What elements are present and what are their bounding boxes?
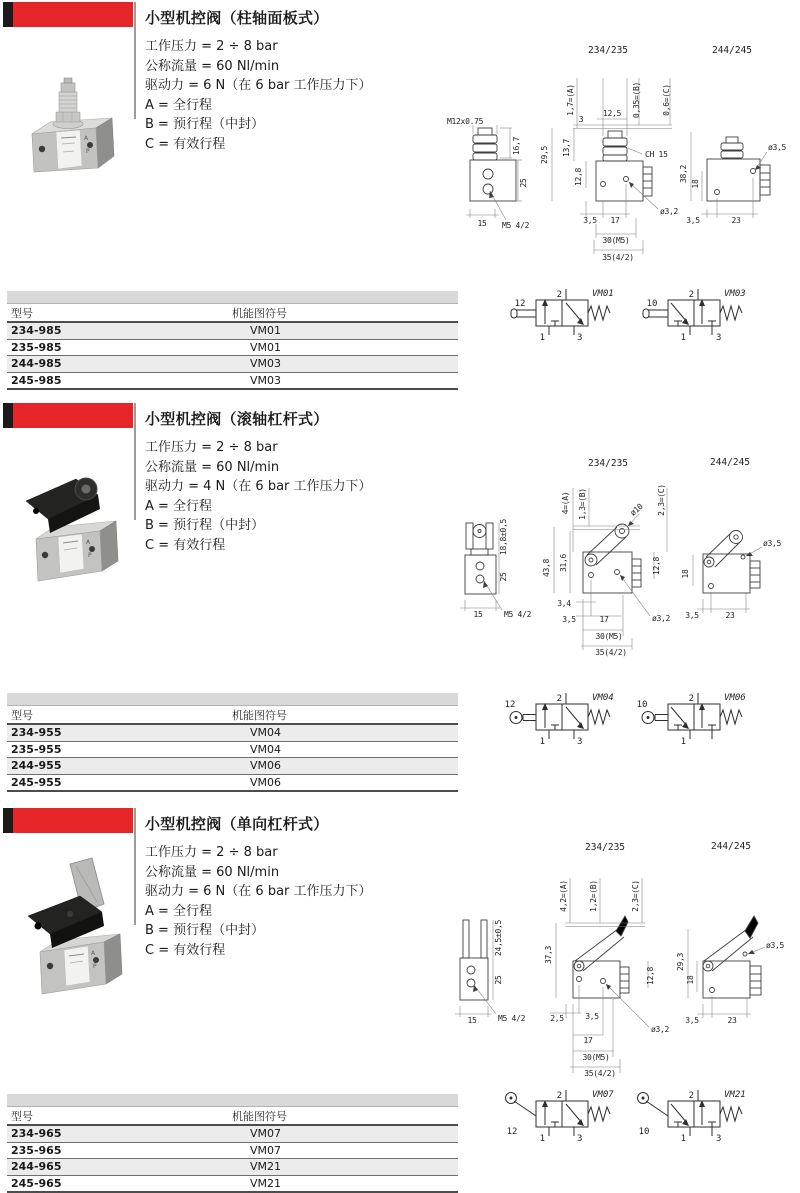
model-cell: 245-965 [11,1176,62,1190]
dim-label: 17 [610,216,620,225]
port-label: 1 [539,1134,545,1143]
model-cell: 235-965 [11,1143,62,1157]
dim-label: 13,7 [562,138,571,158]
dim-label: 0,6=(C) [662,84,671,116]
dim-label: ø3,5 [763,539,782,548]
spec-line: 公称流量 = 60 Nl/min [145,864,280,880]
dim-label: 15 [473,610,483,619]
port-label: 2 [688,1091,694,1101]
spec-line: B = 预行程（中封） [145,923,265,938]
dim-label: M12x0.75 [447,117,484,126]
dim-label: ø3,5 [768,143,787,152]
dim-label: 1,7=(A) [566,84,575,116]
banner-red-block [13,2,133,27]
dim-label: 12,8 [646,966,655,986]
table-row [7,356,458,373]
pneumatic-symbol-vm06 [632,688,762,746]
spec-line: 驱动力 = 6 N（在 6 bar 工作压力下） [145,78,372,93]
model-cell: 235-955 [11,742,62,756]
dim-label: 15 [477,219,487,228]
variant-label: 234/235 [587,45,629,56]
table-header-row [7,1107,458,1126]
spec-line: 驱动力 = 6 N（在 6 bar 工作压力下） [145,884,372,899]
model-cell: 234-965 [11,1127,62,1141]
symbol-name: VM03 [724,289,746,299]
pneumatic-symbol-vm03 [632,284,762,342]
port-label: 10 [636,700,648,710]
table-row [7,1143,458,1160]
dim-label: 2,3=(C) [631,880,640,912]
model-table [7,291,458,390]
port-label: 2 [556,1091,562,1101]
spec-list [145,843,372,960]
dim-label: 0,35=(B) [632,81,641,119]
port-label: 10 [638,1127,650,1137]
table-row [7,340,458,357]
dim-label: 35(4/2) [602,253,634,262]
vertical-divider [134,2,136,119]
port-label: 1 [680,333,686,342]
port-label: 3 [716,1134,722,1143]
model-cell: 245-985 [11,373,62,387]
table-row [7,758,458,775]
banner-black-block [3,403,13,428]
dim-label: 17 [583,1036,593,1045]
col-header-model: 型号 [11,306,33,320]
dim-label: 31,6 [559,553,568,573]
dim-label: M5 4/2 [498,1014,526,1023]
symbol-cell: VM03 [250,373,282,387]
dim-label: 25 [494,975,503,985]
symbol-cell: VM04 [250,726,282,740]
dim-label: 3,5 [685,1016,699,1025]
dim-label: 3 [578,115,584,124]
port-label: 12 [506,1127,518,1137]
symbol-cell: VM03 [250,357,282,371]
technical-drawing-panel-valve [440,28,800,273]
dim-label: 23 [725,611,735,620]
technical-drawing-one-way-lever-valve [440,830,800,1092]
port-label: 2 [556,694,562,704]
symbol-name: VM07 [592,1090,614,1100]
port-label: 3 [577,737,583,746]
section-one-way-lever-valve [0,806,800,1193]
spec-line: 工作压力 = 2 ÷ 8 bar [145,39,278,54]
port-label: 3 [716,333,722,342]
dim-label: 3,5 [585,1012,599,1021]
spec-line: A = 全行程 [145,97,213,113]
svg-text:P: P [93,963,97,970]
product-photo-roller-lever-valve [12,449,137,589]
section-title: 小型机控阀（滚轴杠杆式） [145,410,329,428]
model-cell: 244-985 [11,357,62,371]
dim-label: 23 [727,1016,737,1025]
svg-text:A: A [86,539,91,546]
col-header-symbol: 机能图符号 [232,306,287,320]
model-cell: 234-955 [11,726,62,740]
dim-label: ø3,5 [766,941,785,950]
col-header-symbol: 机能图符号 [232,1109,287,1123]
variant-label: 244/245 [711,45,753,56]
dim-label: M5 4/2 [504,610,532,619]
dim-label: 3,5 [685,611,699,620]
dim-label: 3,4 [557,599,571,608]
dim-label: 1,2=(B) [589,880,598,912]
product-photo-panel-valve [12,52,134,174]
port-label: 3 [577,333,583,342]
spec-line: C = 有效行程 [145,942,226,958]
dim-label: 18 [691,179,700,189]
spec-line: A = 全行程 [145,903,213,919]
dim-label: 3,5 [562,615,576,624]
model-cell: 234-985 [11,324,62,338]
dim-label: 1,3=(B) [578,488,587,520]
table-row [7,775,458,793]
dim-label: 18 [681,569,690,579]
pneumatic-symbol-vm07 [500,1085,630,1143]
spec-line: 工作压力 = 2 ÷ 8 bar [145,440,278,455]
symbol-name: VM21 [724,1090,746,1100]
table-header-row [7,706,458,725]
pneumatic-symbol-vm04 [500,688,630,746]
dim-label: 25 [519,178,528,188]
port-label: 10 [646,299,658,309]
svg-text:A: A [84,135,89,142]
port-label: 1 [539,737,545,746]
dim-label: 37,3 [544,945,553,965]
spec-line: C = 有效行程 [145,537,226,553]
section-title: 小型机控阀（柱轴面板式） [145,9,329,27]
port-label: 1 [539,333,545,342]
spec-line: B = 预行程（中封） [145,117,265,132]
dim-label: 35(4/2) [595,648,627,657]
pneumatic-symbol-vm21 [632,1085,762,1143]
dim-label: 30(M5) [602,236,630,245]
symbol-cell: VM06 [250,759,282,773]
section-panel-valve [0,0,800,398]
dim-label: 15 [467,1016,477,1025]
col-header-model: 型号 [11,708,33,722]
dim-label: M5 4/2 [502,221,530,230]
symbol-cell: VM04 [250,742,282,756]
banner-red-block [13,808,133,833]
variant-label: 234/235 [584,842,626,853]
dim-label: 24,5±0,5 [494,919,503,957]
dim-label: 12,8 [652,556,661,576]
dim-label: 30(M5) [595,632,623,641]
col-header-symbol: 机能图符号 [232,708,287,722]
model-table [7,1094,458,1193]
model-table [7,693,458,792]
model-cell: 244-965 [11,1160,62,1174]
svg-text:A: A [91,950,96,957]
symbol-cell: VM01 [250,324,282,338]
variant-label: 244/245 [709,457,751,468]
port-label: 2 [688,694,694,704]
dim-label: 2,3=(C) [657,484,666,516]
model-cell: 244-955 [11,759,62,773]
table-row [7,1126,458,1143]
table-row [7,373,458,391]
dim-label: ø3,2 [651,1025,670,1034]
spec-line: 工作压力 = 2 ÷ 8 bar [145,845,278,860]
port-label: 1 [680,1134,686,1143]
symbol-name: VM01 [592,289,614,299]
dim-label: CH 15 [645,150,668,159]
dim-label: 12,5 [602,109,622,118]
symbol-cell: VM07 [250,1143,282,1157]
dim-label: 4=(A) [561,491,570,515]
table-row [7,725,458,742]
banner-black-block [3,2,13,27]
banner-red-block [13,403,133,428]
spec-line: B = 预行程（中封） [145,518,265,533]
symbol-cell: VM06 [250,775,282,789]
spec-line: 公称流量 = 60 Nl/min [145,459,280,475]
spec-list [145,37,372,154]
dim-label: 38,2 [679,164,688,184]
technical-drawing-roller-lever-valve [440,438,800,683]
dim-label: 18,8±0,5 [499,518,508,556]
port-label: 12 [514,299,526,309]
symbol-cell: VM21 [250,1176,282,1190]
product-photo-one-way-lever-valve [12,850,140,1000]
spec-line: A = 全行程 [145,498,213,514]
port-label: 1 [680,737,686,746]
dim-label: 2,5 [550,1014,564,1023]
spec-line: 公称流量 = 60 Nl/min [145,58,280,74]
port-label: 2 [556,290,562,300]
spec-list [145,438,372,555]
table-row [7,1176,458,1193]
col-header-model: 型号 [11,1109,33,1123]
table-row [7,1159,458,1176]
variant-label: 244/245 [710,841,752,852]
dim-label: 29,5 [540,145,549,165]
port-label: 12 [504,700,516,710]
dim-label: 35(4/2) [584,1069,616,1078]
table-row [7,323,458,340]
dim-label: 3,5 [583,216,597,225]
symbol-cell: VM07 [250,1127,282,1141]
dim-label: 29,3 [676,952,685,972]
table-header-row [7,304,458,323]
table-row [7,742,458,759]
svg-text:P: P [86,148,90,155]
section-roller-lever-valve [0,401,800,803]
symbol-cell: VM01 [250,340,282,354]
banner-black-block [3,808,13,833]
dim-label: 4,2=(A) [559,880,568,912]
symbol-name: VM04 [592,693,614,703]
port-label: 2 [688,290,694,300]
table-top-band [7,291,458,304]
spec-line: C = 有效行程 [145,136,226,152]
dim-label: 12,8 [574,167,583,187]
svg-text:P: P [88,552,92,559]
model-cell: 235-985 [11,340,62,354]
dim-label: ø3,2 [660,207,679,216]
dim-label: 17 [599,615,609,624]
dim-label: 43,8 [542,558,551,578]
model-cell: 245-955 [11,775,62,789]
table-top-band [7,693,458,706]
pneumatic-symbol-vm01 [500,284,630,342]
variant-label: 234/235 [587,458,629,469]
dim-label: 3,5 [686,216,700,225]
spec-line: 驱动力 = 4 N（在 6 bar 工作压力下） [145,479,372,494]
port-label: 3 [577,1134,583,1143]
section-title: 小型机控阀（单向杠杆式） [145,815,329,833]
table-top-band [7,1094,458,1107]
symbol-name: VM06 [724,693,746,703]
dim-label: 30(M5) [582,1053,610,1062]
dim-label: 23 [731,216,741,225]
dim-label: ø10 [628,501,645,518]
dim-label: ø3,2 [652,614,671,623]
symbol-cell: VM21 [250,1160,282,1174]
dim-label: 25 [499,572,508,582]
dim-label: 18 [686,975,695,985]
dim-label: 16,7 [512,136,521,156]
